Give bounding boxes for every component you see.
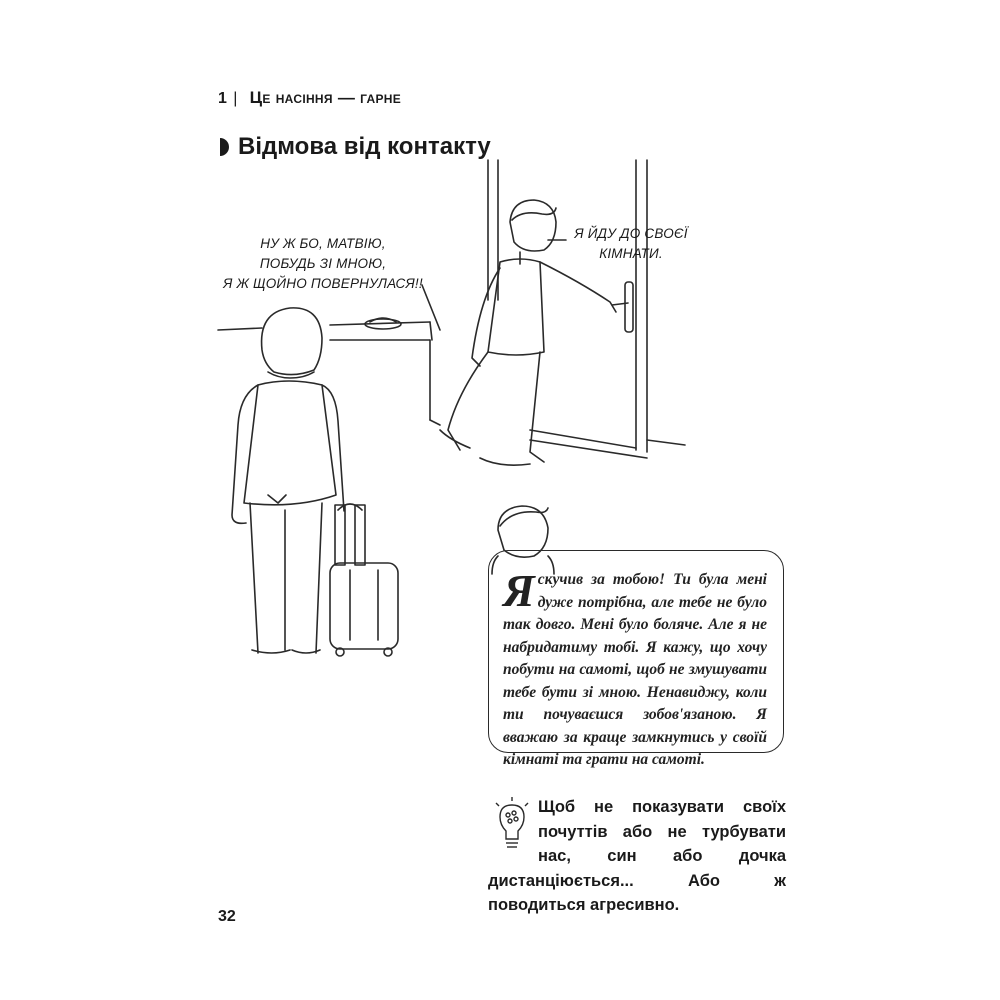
page-number: 32	[218, 908, 236, 925]
chapter-number: 1	[218, 90, 228, 107]
mother-figure	[232, 308, 344, 653]
quote-body: скучив за тобою! Ти була мені дуже потрібна, але тебе не було так довго. Мені було боляче. Але я не набридатиму тобі. Я кажу, що хочу побути на самоті, щоб не змушувати тебе бути зі мною. Ненавиджу, коли ти почуваєшся зобов'язаною. Я вважаю за краще замкнутись у своїй кімнаті та грати на самоті.	[503, 571, 767, 768]
suitcase	[330, 504, 398, 656]
header-separator: |	[233, 90, 238, 107]
son-line-2: КІМНАТИ.	[599, 246, 663, 261]
child-quote-box	[488, 550, 784, 768]
son-speech	[566, 224, 696, 264]
mother-line-2: ПОБУДЬ ЗІ МНОЮ,	[259, 256, 387, 271]
section-title: Відмова від контакту	[238, 133, 491, 160]
door-handle	[612, 282, 633, 332]
tip-text: Щоб не показувати своїх почуттів або не турбувати нас, син або дочка дистанціюється... Або ж поводиться агресивно.	[488, 798, 786, 914]
mother-speech	[218, 234, 428, 294]
mother-line-1: НУ Ж БО, МАТВІЮ,	[260, 236, 386, 251]
drop-cap: Я	[503, 565, 535, 616]
running-header	[218, 88, 401, 108]
half-circle-bullet-icon	[218, 137, 230, 157]
mother-line-3: Я Ж ЩОЙНО ПОВЕРНУЛАСЯ!!	[223, 276, 423, 291]
section-heading	[218, 133, 491, 161]
lightbulb-icon	[488, 795, 536, 853]
tip-note	[488, 795, 786, 918]
son-line-1: Я ЙДУ ДО СВОЄЇ	[574, 226, 688, 241]
chapter-title: Це насіння — гарне	[249, 88, 402, 107]
child-quote	[503, 565, 767, 772]
counter	[218, 318, 440, 425]
